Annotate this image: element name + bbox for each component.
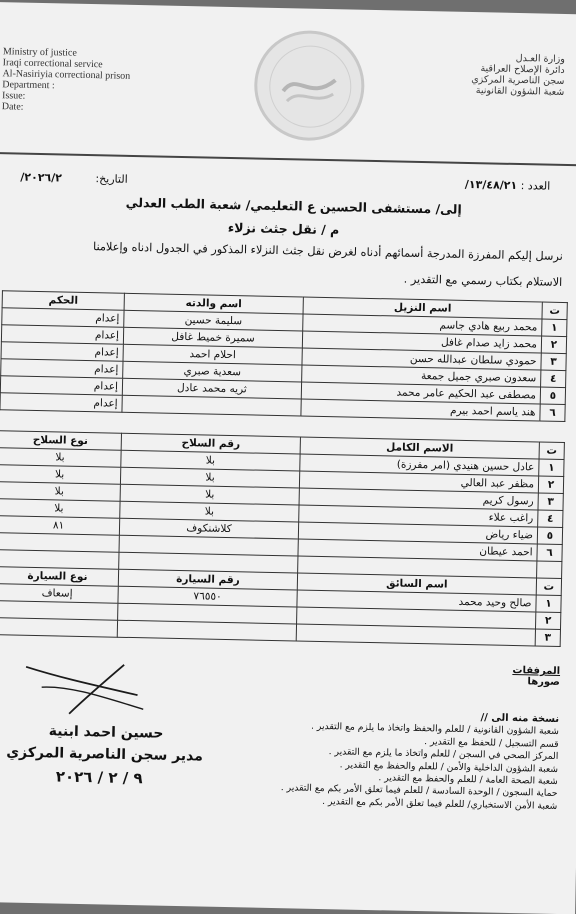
ref-number-label: العدد : [520,179,551,193]
driver-name [296,624,535,646]
weapon-number: بلا [120,501,299,522]
weapon-type: بلا [0,499,120,519]
sentence: إعدام [0,393,122,413]
member-name: احمد عيطان [298,539,537,561]
mother-name: احلام احمد [123,344,302,365]
body-line-2: الاستلام بكتاب رسمي مع التقدير . [403,272,563,289]
sentence: إعدام [1,325,123,345]
mother-name [122,395,301,416]
detachment-col-name: الاسم الكامل [300,437,539,459]
weapon-number: كلاشنكوف [119,518,298,539]
row-index: ٤ [541,370,566,388]
row-index: ٣ [535,629,560,647]
weapon-type: بلا [0,482,120,502]
row-index: ٤ [538,510,563,528]
body-line-1: نرسل إليكم المفرزة المدرجة أسمائهم أدناه لغرض نقل جثث النزلاء المذكور في الجدول ادناه وإعلامنا [92,240,563,263]
weapon-number: بلا [120,484,299,505]
member-name: مظفر عبد العالي [299,471,538,493]
signature-date: ٩ / ٢ / ٢٠٢٦ [55,767,143,788]
mother-name: سميرة خميط غافل [123,327,302,348]
vehicle-number: ٧٦٥٥٠ [118,586,297,607]
header-rule [0,152,576,167]
addressee: إلى/ مستشفى الحسين ع التعليمي/ شعبة الطب العدلي [125,194,462,217]
sentence: إعدام [1,359,123,379]
copy-line: شعبة الشؤون القانونية / للعلم والحفظ واتخاذ ما يلزم مع التقدير . [310,721,559,738]
row-index: ٣ [538,493,563,511]
mother-name: سليمة حسين [124,310,303,331]
attachments-item: صورها [527,676,560,688]
row-index: ١ [542,319,567,337]
sentence: إعدام [0,376,122,396]
inmates-table [0,290,568,422]
inmate-name: محمد زايد صدام غافل [302,331,541,353]
document-page [0,2,576,914]
header-ar [471,52,565,98]
vehicle-type: إسعاف [0,584,118,604]
row-index: ١ [536,595,561,613]
subject: م / نقل جثث نزلاء [227,219,340,238]
mother-name: ثريه محمد عادل [122,378,301,399]
member-name: عادل حسين هنيدي (امر مفرزة) [300,454,539,476]
row-index: ٥ [540,387,565,405]
weapon-type: ٨١ [0,516,120,536]
row-index: ٦ [540,404,565,422]
copy-line: شعبة الأمن الاستخباري/ للعلم فيما تعلق الأمر بكم مع التقدير . [322,795,558,812]
copy-line: شعبة الشؤون الداخلية والأمن / للعلم والحفظ مع التقدير . [339,759,559,775]
copy-line: قسم التسجيل / للحفظ مع التقدير . [424,735,559,750]
sentence: إعدام [2,308,124,328]
inmates-col-name: اسم النزيل [303,297,542,319]
ref-number: ١٣/٤٨/٢١/ [464,177,518,192]
driver-col-name: اسم السائق [297,573,536,595]
attachments-label: المرفقات [512,665,561,678]
handwritten-signature [19,657,160,720]
member-name: راغب علاء [299,505,538,527]
emblem-logo [253,29,365,141]
inmates-col-index: ت [542,302,567,320]
driver-col-type: نوع السيارة [0,567,119,587]
row-index: ١ [539,459,564,477]
inmate-name: محمد ربيع هادي جاسم [303,314,542,336]
date-en: Date: [1,101,24,113]
issue-en: Issue: [1,90,26,102]
row-index: ٢ [538,476,563,494]
ref-number-line [465,178,551,193]
header-en [2,46,131,115]
department-ar: شعبة الشؤون القانونية [475,85,565,98]
ministry-en: Ministry of justice [2,46,77,59]
driver-name: صالح وحيد محمد [297,590,536,612]
detachment-col-weapon-no: رقم السلاح [121,433,300,454]
ref-date: ٢٠٢٦/٢/ [20,170,63,185]
member-name: رسول كريم [299,488,538,510]
vehicle-number [117,620,296,641]
copy-line: شعبة الصحة العامة / للعلم والحفظ مع التقدير . [378,772,558,788]
weapon-type: بلا [0,448,121,468]
detachment-table [0,430,565,647]
inmates-col-mother: اسم والدته [124,293,303,314]
prison-en: Al-Nasiriyia correctional prison [2,68,131,82]
copy-line: المركز الصحي في السجن / للعلم واتخاذ ما يلزم مع التقدير . [328,746,559,763]
weapon-type: بلا [0,465,121,485]
service-en: Iraqi correctional service [2,57,103,71]
signatory-name: حسين احمد ابنية [48,723,164,742]
ministry-ar: وزارة العـدل [515,52,566,65]
inmate-name: سعدون صبري جميل جمعة [302,365,541,387]
inmate-name: مصطفى عبد الحكيم عامر محمد [301,382,540,404]
detachment-col-weapon-type: نوع السلاح [0,431,121,451]
mother-name: سعدية صبري [123,361,302,382]
copies-list [280,708,559,813]
sentence: إعدام [1,342,123,362]
row-index: ٥ [537,527,562,545]
signatory-title: مدير سجن الناصرية المركزي [6,744,204,765]
vehicle-type [0,618,118,638]
row-index: ٢ [541,336,566,354]
prison-ar: سجن الناصرية المركزي [471,74,565,87]
row-index: ٢ [535,612,560,630]
row-index [537,561,562,579]
emblem-wave-icon [279,61,340,110]
copy-line: حماية السجون / الوحدة السادسة / للعلم فيما تعلق الأمر بكم مع التقدير . [280,782,558,800]
attachments [512,665,560,688]
inmate-name: حمودي سلطان عبدالله حسن [302,348,541,370]
inmate-name: هند ياسم احمد بيرم [301,399,540,421]
weapon-number: بلا [120,467,299,488]
weapon-number: بلا [121,450,300,471]
driver-col-index: ت [536,578,561,596]
driver-col-plate: رقم السيارة [118,569,297,590]
ref-date-label: التاريخ: [95,172,128,186]
row-index: ٦ [537,544,562,562]
inmates-col-sentence: الحكم [2,291,124,311]
service-ar: دائرة الإصلاح العراقية [480,63,565,76]
member-name: ضياء رياض [298,522,537,544]
department-en: Department : [2,79,55,92]
copies-heading: نسخة منه الى // [480,712,560,725]
row-index: ٣ [541,353,566,371]
detachment-col-index: ت [539,442,564,460]
ref-date-line [20,171,128,186]
